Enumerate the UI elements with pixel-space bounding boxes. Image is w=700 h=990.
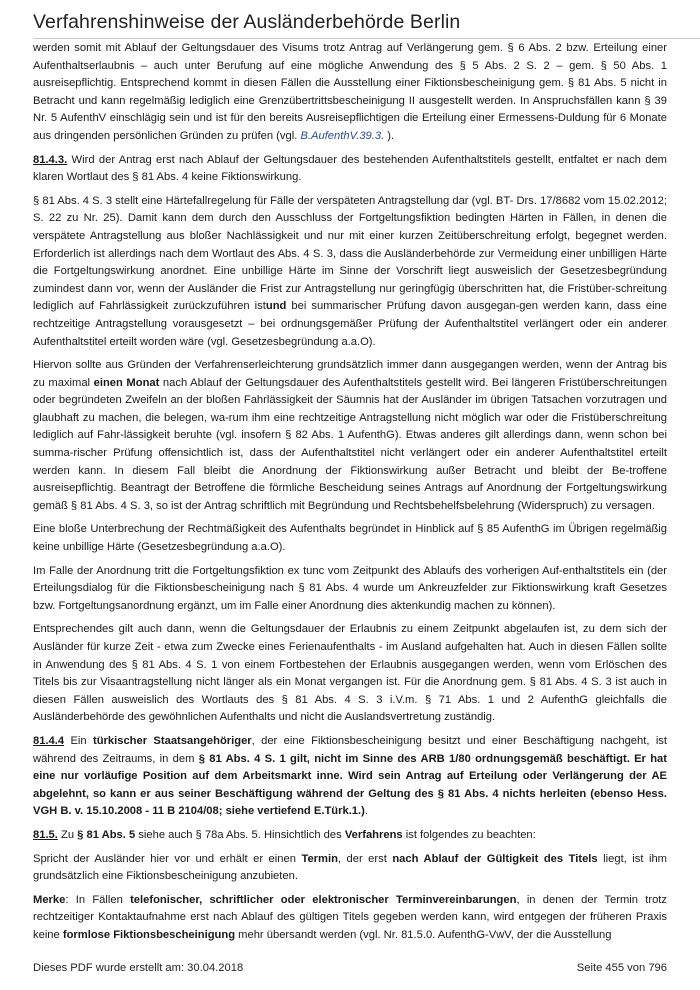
page-title: Verfahrenshinweise der Ausländerbehörde Berlin — [33, 11, 461, 33]
bold-text: türkischer Staatsangehöriger — [92, 734, 252, 747]
paragraph-81-5 — [33, 827, 667, 845]
paragraph — [33, 40, 667, 146]
bold-text: Merke — [33, 893, 66, 906]
text-run: Hiervon sollte aus Gründen der Verfahrenserleichterung grundsätzlich immer dann ausgegangen werden, wenn der Antrag bis zu maximal — [33, 359, 667, 389]
text-run: : In Fällen — [65, 893, 131, 906]
bold-text: § 81 Abs. 5 — [77, 828, 136, 841]
paragraph-merke — [33, 892, 667, 945]
text-run: mehr übersandt werden (vgl. Nr. 81.5.0. AufenthG-VwV, der die Ausstellung — [235, 928, 612, 941]
text-run: § 81 Abs. 4 S. 3 stellt eine Härtefallregelung für Fälle der verspäteten Antragstellung dar (vgl. BT- Drs. 17/8682 vom 15.02.2012; S. 22 zu Nr. 25). Damit kann dem durch den Ausschluss der Fortgeltungsfiktion bedingten Härten in Fällen, in denen die verspätete Antragstellung aus bloßer Nachlässigkeit und nur mit einer kurzen Zeitüberschreitung erfolgt, begegnet werden. Erforderlich ist allerdings nach dem Wortlaut des Abs. 4 S. 3, dass die Ausländerbehörde zur Vermeidung einer unbilligen Härte die Fortgeltungswirkung anordnet. Eine unbillige Härte im Sinne der Vorschrift liegt ausweislich der Gesetzesbegründung zumindest dann vor, wenn der Ausländer die Frist zur Antragstellung nur geringfügig überschritten hat, die Fristüber-schreitung lediglich auf Fahrlässigkeit zurückzuführen ist — [33, 194, 667, 313]
bold-text: Termin — [301, 852, 338, 865]
paragraph: Eine bloße Unterbrechung der Rechtmäßigkeit des Aufenthalts begründet in Hinblick auf § 85 AufenthG im Übrigen regelmäßig keine unbillige Härte (Gesetzesbegründung a.a.O). — [33, 523, 667, 554]
paragraph — [33, 193, 667, 351]
bold-text: einen Monat — [93, 376, 160, 389]
section-number: 81.4.3. — [33, 153, 68, 166]
text-run: Spricht der Ausländer hier vor und erhält er einen — [33, 852, 302, 865]
section-number: 81.5. — [33, 828, 58, 841]
document-body — [33, 40, 667, 951]
bold-text: und — [265, 300, 287, 313]
text-run: Wird der Antrag erst nach Ablauf der Geltungsdauer des bestehenden Aufenthaltstitels gestellt, entfaltet er nach dem klaren Wortlaut des § 81 Abs. 4 keine Fiktionswirkung. — [33, 153, 667, 184]
bold-text: § 81 Abs. 4 S. 1 gilt, nicht im Sinne des ARB 1/80 ordnungsgemäß beschäftigt. Er hat eine nur vorläufige Position auf dem Arbeitsmarkt inne. Wird sein Antrag auf Erteilung oder Verlängerung der AE abgelehnt, so kann er aus seiner Beschäftigung während der Geltung des § 81 Abs. 4 nichts herleiten (ebenso Hess. VGH B. v. 15.10.2008 - 11 B 2104/08; siehe vertiefend E.Türk.1.) — [33, 752, 667, 818]
paragraph-81-4-4 — [33, 733, 667, 821]
text-run: . — [364, 805, 368, 818]
text-run: , der erst — [337, 852, 393, 865]
text-run: , der eine Fiktionsbescheinigung besitzt und einer Beschäftigung nachgeht, ist während des Zeitraums, in dem — [33, 734, 668, 765]
page-footer — [33, 962, 667, 974]
creation-date: Dieses PDF wurde erstellt am: 30.04.2018 — [33, 962, 244, 974]
bold-text: telefonischer, schriftlicher oder elektronischer Terminvereinbarungen — [130, 893, 517, 906]
paragraph-81-4-3 — [33, 152, 667, 187]
page-header — [33, 8, 700, 39]
text-run: , in denen der Termin trotz rechtzeitiger Kontaktaufnahme erst nach Ablauf des gültigen Titels gegeben werden kann, wird entgegen der früheren Praxis keine — [33, 893, 668, 941]
bold-text: formlose Fiktionsbescheinigung — [62, 928, 236, 941]
reference-link[interactable]: B.AufenthV.39.3. — [300, 129, 385, 142]
text-run: ist folgendes zu beachten: — [402, 828, 536, 841]
paragraph: Im Falle der Anordnung tritt die Fortgeltungsfiktion ex tunc vom Zeitpunkt des Ablaufs des vorherigen Auf-enthaltstitels ein (der Erteilungsdialog für die Fiktionsbescheinigung nach § 81 Abs. 4 wurde um Ankreuzfelder zur Fiktionswirkung kraft Gesetzes bzw. Fortgeltungsanordnung ergänzt, um im Falle einer Anordnung dies aktenkundig machen zu können). — [33, 564, 667, 612]
paragraph — [33, 851, 667, 886]
text-run: werden somit mit Ablauf der Geltungsdauer des Visums trotz Antrag auf Verlängerung gem. § 6 Abs. 2 bzw. Erteilung einer Aufenthaltserlaubnis – auch unter Berufung auf eine mögliche Anwendung des § 5 Abs. 2 S. 2 – gem. § 50 Abs. 1 ausreisepflichtig. Entsprechend kommt in diesen Fällen die Ausstellung einer Fiktionsbescheinigung gem. § 81 Abs. 5 nicht in Betracht und kann regelmäßig lediglich eine Grenzübertrittsbescheinigung II ausgestellt werden. In Anspruchsfällen kann § 39 Nr. 5 AufenthV einschlägig sein und ist für den bereits Ausreisepflichtigen die Erteilung einer Ermessens-Duldung für 6 Monate aus dringenden persönlichen Gründen zu prüfen (vgl. — [33, 42, 667, 142]
text-run: ). — [384, 129, 395, 142]
bold-text: Verfahrens — [344, 828, 403, 841]
bold-text: nach Ablauf der Gültigkeit des Titels — [392, 852, 598, 865]
paragraph: Entsprechendes gilt auch dann, wenn die Geltungsdauer der Erlaubnis zu einem Zeitpunkt abgelaufen ist, zu dem sich der Ausländer für kurze Zeit - etwa zum Zwecke eines Ferienaufenthalts - im Ausland aufgehalten hat. Auch in diesen Fällen sollte in Anwendung des § 81 Abs. 4 S. 1 von einem Fortbestehen der Erlaubnis ausgegangen werden, wenn vom Erlöschen des Titels bis zur Visaantragstellung nicht länger als ein Monat vergangen ist. Für die Anordnung gem. § 81 Abs. 4 S. 3 ist auch in diesen Fällen ausweislich des Wortlauts des § 81 Abs. 4 S. 3 i.V.m. § 71 Abs. 1 und 2 AufenthG gleichfalls die Ausländerbehörde des gewöhnlichen Aufenthalts und nicht die Auslandsvertretung zuständig. — [33, 623, 667, 724]
text-run: bei summarischer Prüfung davon ausgegan-gen werden kann, dass eine rechtzeitige Antragstellung vorausgesetzt – bei ordnungsgemäßer Prüfung der Aufenthaltstitel verlängert oder ein anderer Aufenthaltstitel erteilt worden wäre (vgl. Gesetzesbegründung a.a.O). — [33, 300, 667, 348]
text-run: Zu — [57, 828, 78, 841]
text-run: liegt, ist ihm grundsätzlich eine Fiktionsbescheinigung anzubieten. — [33, 852, 668, 883]
text-run: nach Ablauf der Geltungsdauer des Aufenthaltstitels gestellt wird. Bei längeren Fristüberschreitungen oder begründeten Zweifeln an der bloßen Fahrlässigkeit der Säumnis hat der Ausländer im übrigen Tatsachen vorzutragen und glaubhaft zu machen, die belegen, wa-rum ihm eine rechtzeitige Antragstellung nicht möglich war oder die Fristüberschreitung lediglich auf Fahr-lässigkeit beruhte (vgl. insofern § 82 Abs. 1 AufenthG). Etwas anderes gilt allerdings dann, wenn schon bei summa-rischer Prüfung offensichtlich ist, dass der Aufenthaltstitel nicht verlängert oder ein anderer Aufenthaltstitel erteilt werden kann. In diesem Fall bleibt die Anordnung der Fiktionswirkung außer Betracht und bleibt der Be-troffene ausreisepflichtig. Beantragt der Betroffene die förmliche Bescheidung seines Antrags auf Anordnung der Fortgeltungswirkung gemäß § 81 Abs. 4 S. 3, so ist der Antrag schriftlich mit Begründung und Rechtsbehelfsbelehrung (Widerspruch) zu versagen. — [33, 376, 667, 512]
section-number: 81.4.4 — [33, 734, 65, 747]
text-run: siehe auch § 78a Abs. 5. Hinsichtlich des — [135, 828, 345, 841]
paragraph — [33, 357, 667, 515]
page-number: Seite 455 von 796 — [576, 962, 667, 974]
text-run: Ein — [64, 734, 93, 747]
